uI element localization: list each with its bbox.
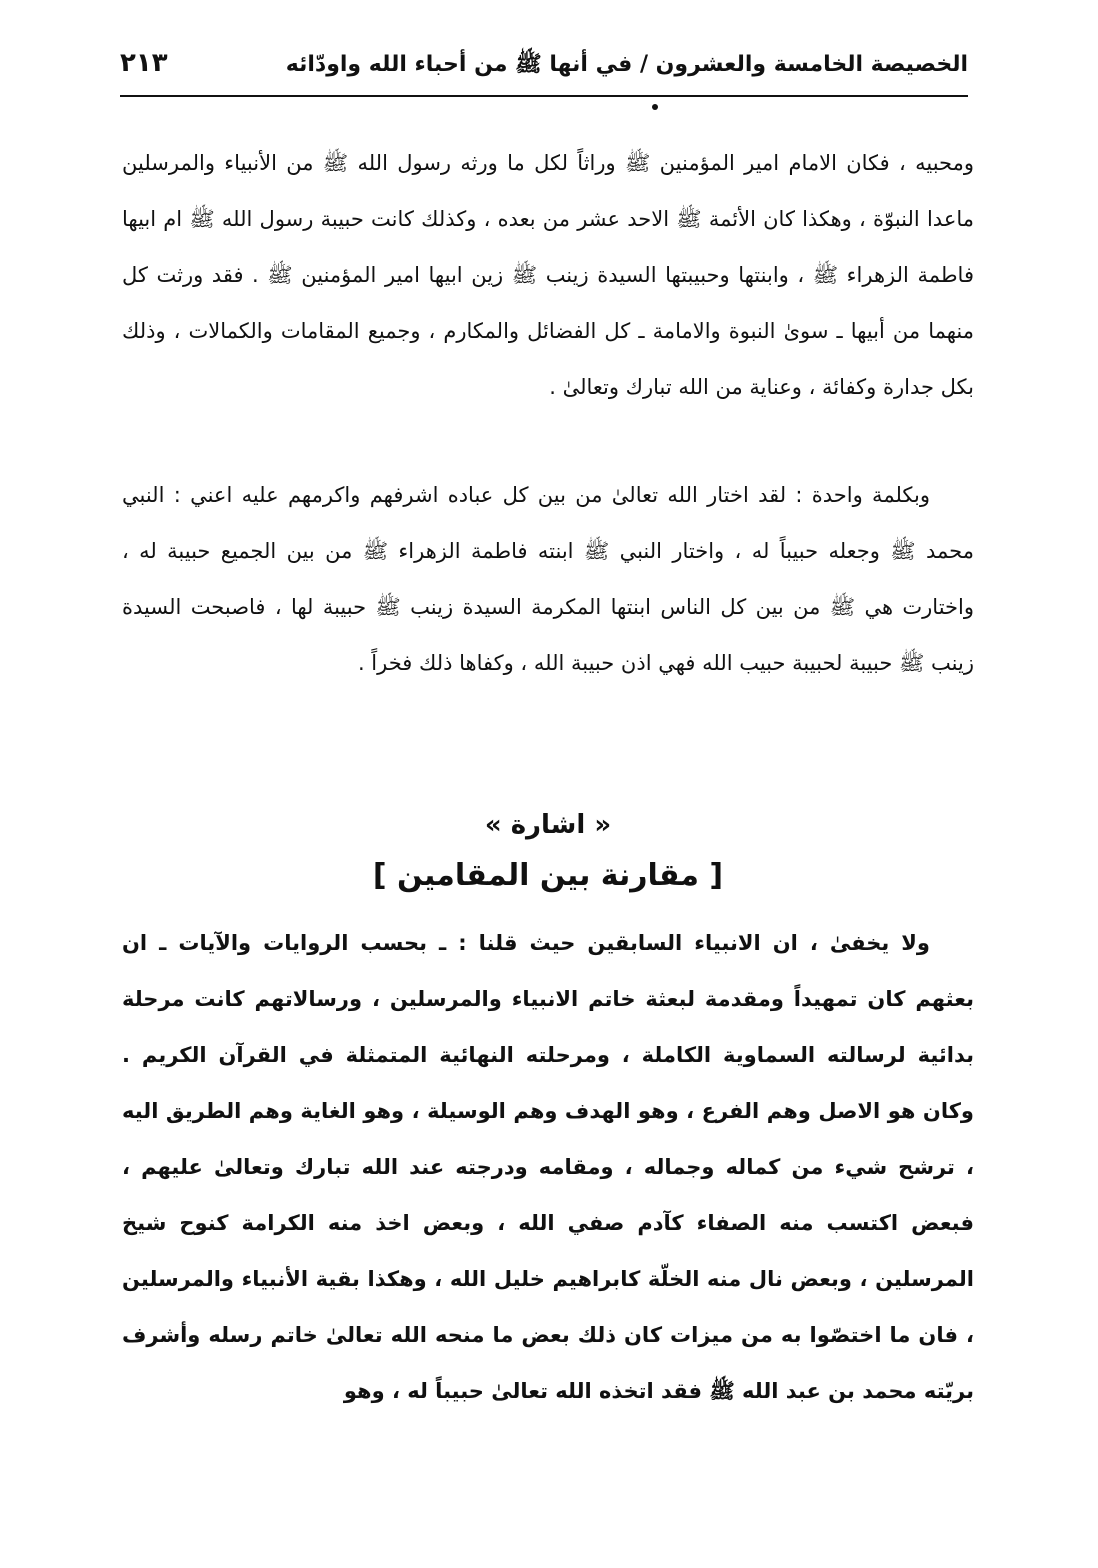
- paragraph-text: وبكلمة واحدة : لقد اختار الله تعالىٰ من بين كل عباده اشرفهم واكرمهم عليه اعني : النبي محمد ﷺ وجعله حبيباً له ، واختار النبي ﷺ ابنته فاطمة الزهراء ﷺ من بين الجميع حبيبة له ، واختارت هي ﷺ من بين كل الناس ابنتها المكرمة السيدة زينب ﷺ حبيبة لها ، فاصبحت السيدة زينب ﷺ حبيبة لحبيبة حبيب الله فهي اذن حبيبة الله ، وكفاها ذلك فخراً .: [122, 483, 974, 675]
- ornament-dot: [652, 104, 658, 110]
- running-header: [120, 44, 968, 96]
- section-heading: « اشارة »: [484, 810, 612, 840]
- page-number: ٢١٣: [120, 48, 168, 78]
- header-divider: [120, 95, 968, 97]
- paragraph-text: ولا يخفىٰ ، ان الانبياء السابقين حيث قلنا : ـ بحسب الروايات والآيات ـ ان بعثهم كان تمهيداً ومقدمة لبعثة خاتم الانبياء والمرسلين ، ورسالاتهم كانت مرحلة بدائية لرسالته السماوية الكاملة ، ومرحلته النهائية المتمثلة في القرآن الكريم . وكان هو الاصل وهم الفرع ، وهو الهدف وهم الوسيلة ، وهو الغاية وهم الطريق اليه ، ترشح شيء من كماله وجماله ، ومقامه ودرجته عند الله تبارك وتعالىٰ عليهم ، فبعض اكتسب منه الصفاء كآدم صفي الله ، وبعض اخذ منه الكرامة كنوح شيخ المرسلين ، وبعض نال منه الخلّة كابراهيم خليل الله ، وهكذا بقية الأنبياء والمرسلين ، فان ما اختصّوا به من ميزات كان ذلك بعض ما منحه الله تعالىٰ خاتم رسله وأشرف بريّته محمد بن عبد الله ﷺ فقد اتخذه الله تعالىٰ حبيباً له ، وهو: [122, 931, 974, 1403]
- body-paragraph-2: [122, 467, 974, 691]
- body-paragraph-1: [122, 135, 974, 415]
- section-paragraph: [122, 915, 974, 1419]
- section-subheading: [ مقارنة بين المقامين ]: [372, 858, 724, 893]
- running-header-title: الخصيصة الخامسة والعشرون / في أنها ﷺ من أحباء الله واودّائه: [285, 52, 968, 77]
- paragraph-text: ومحبيه ، فكان الامام امير المؤمنين ﷺ وراثاً لكل ما ورثه رسول الله ﷺ من الأنبياء والمرسلين ماعدا النبوّة ، وهكذا كان الأئمة ﷺ الاحد عشر من بعده ، وكذلك كانت حبيبة رسول الله ﷺ ام ابيها فاطمة الزهراء ﷺ ، وابنتها وحبيبتها السيدة زينب ﷺ زين ابيها امير المؤمنين ﷺ . فقد ورثت كل منهما من أبيها ـ سوىٰ النبوة والامامة ـ كل الفضائل والمكارم ، وجميع المقامات والكمالات ، وذلك بكل جدارة وكفائة ، وعناية من الله تبارك وتعالىٰ .: [122, 151, 974, 399]
